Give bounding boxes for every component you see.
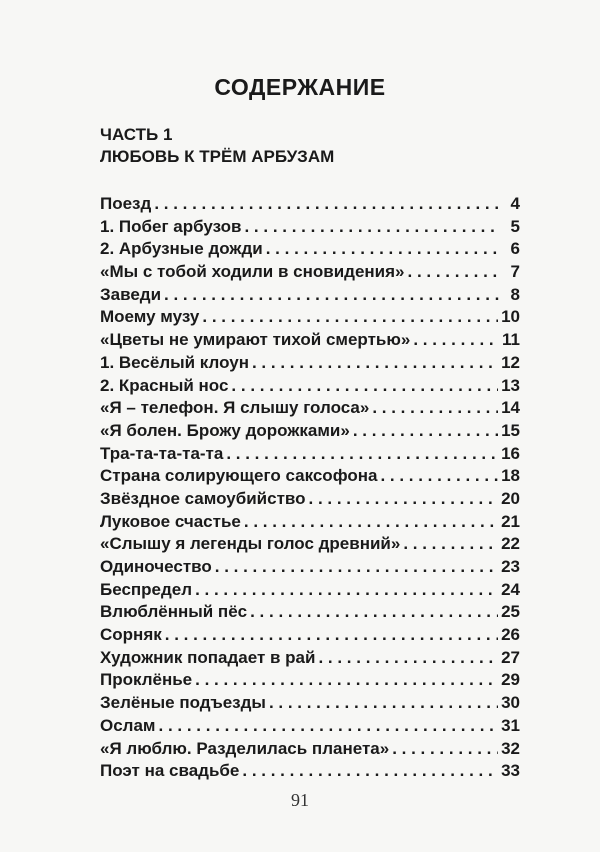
toc-entry-title: «Я болен. Брожу дорожками» [100, 420, 350, 440]
toc-entry-page: 25 [501, 602, 520, 622]
toc-entry-title: Поезд [100, 194, 152, 213]
toc-entry [100, 625, 520, 648]
toc-entry [100, 285, 520, 308]
toc-entry [100, 602, 520, 625]
dot-leader [269, 693, 498, 713]
part-header [100, 124, 334, 168]
toc-entry [100, 489, 520, 512]
dot-leader [244, 217, 499, 237]
toc-entry [100, 239, 520, 262]
toc-entry [100, 262, 520, 285]
dot-leader [252, 353, 498, 373]
toc-entry-title: Одиночество [100, 557, 212, 576]
toc-entry-page: 7 [510, 262, 520, 282]
toc-entry-title: Заведи [100, 284, 162, 304]
toc-entry [100, 648, 520, 671]
toc-entry-title: Проклёнье [100, 670, 193, 690]
toc-entry-title: «Слышу я легенды голос древний» [100, 534, 401, 554]
dot-leader [392, 739, 498, 759]
dot-leader [195, 670, 498, 690]
dot-leader [372, 398, 498, 418]
toc-entry-title: Беспредел [100, 579, 193, 599]
dot-leader [413, 330, 499, 350]
toc-entry-page: 15 [501, 420, 520, 440]
toc-entry-title: «Цветы не умирают тихой смертью» [100, 330, 411, 350]
dot-leader [380, 466, 498, 486]
toc-entry-page: 8 [510, 284, 520, 304]
toc-list [100, 194, 520, 784]
toc-entry-page: 6 [510, 239, 520, 259]
toc-entry-title: Моему музу [100, 307, 200, 327]
dot-leader [202, 307, 498, 327]
toc-entry-title: Тра-та-та-та-та [100, 443, 224, 463]
toc-entry-page: 11 [502, 330, 520, 350]
dot-leader [266, 239, 499, 259]
dot-leader [353, 421, 498, 441]
dot-leader [159, 716, 499, 736]
dot-leader [244, 512, 498, 532]
dot-leader [242, 761, 498, 781]
toc-entry [100, 421, 520, 444]
toc-entry [100, 444, 520, 467]
dot-leader [215, 557, 498, 577]
toc-entry [100, 693, 520, 716]
toc-entry-title: Звёздное самоубийство [100, 488, 306, 508]
toc-entry [100, 534, 520, 557]
toc-entry-page: 12 [501, 352, 520, 372]
dot-leader [154, 194, 499, 214]
dot-leader [226, 444, 498, 464]
toc-entry-page: 26 [501, 625, 520, 645]
dot-leader [408, 262, 499, 282]
toc-entry-page: 27 [501, 647, 520, 667]
toc-entry [100, 761, 520, 784]
toc-entry-page: 21 [501, 511, 520, 531]
toc-entry-page: 32 [501, 738, 520, 758]
toc-entry-title: 1. Побег арбузов [100, 216, 242, 236]
toc-entry-page: 31 [501, 715, 520, 735]
toc-entry-title: Влюблённый пёс [100, 602, 248, 622]
toc-entry [100, 670, 520, 693]
toc-entry [100, 557, 520, 580]
toc-entry-page: 10 [501, 307, 520, 327]
page-number: 91 [291, 790, 309, 810]
toc-entry-page: 4 [510, 194, 520, 213]
toc-entry [100, 739, 520, 762]
toc-entry-title: 2. Арбузные дожди [100, 239, 263, 259]
toc-entry [100, 376, 520, 399]
toc-entry-page: 33 [501, 761, 520, 781]
part-title: ЛЮБОВЬ К ТРЁМ АРБУЗАМ [100, 147, 335, 166]
toc-entry-title: Художник попадает в рай [100, 647, 316, 667]
toc-entry-title: Сорняк [100, 625, 162, 645]
toc-entry-title: Луковое счастье [100, 511, 241, 531]
toc-entry-page: 29 [501, 670, 520, 690]
toc-entry [100, 307, 520, 330]
dot-leader [318, 648, 498, 668]
toc-entry [100, 398, 520, 421]
toc-entry-page: 13 [501, 375, 520, 395]
toc-entry [100, 512, 520, 535]
toc-entry [100, 330, 520, 353]
dot-leader [231, 376, 498, 396]
toc-entry [100, 353, 520, 376]
dot-leader [309, 489, 499, 509]
toc-entry-title: «Мы с тобой ходили в сновидения» [100, 262, 405, 282]
dot-leader [165, 625, 498, 645]
toc-entry-page: 22 [501, 534, 520, 554]
toc-entry-title: 1. Весёлый клоун [100, 352, 249, 372]
toc-entry [100, 217, 520, 240]
toc-entry-title: «Я – телефон. Я слышу голоса» [100, 398, 370, 418]
dot-leader [195, 580, 498, 600]
toc-entry-page: 14 [501, 398, 520, 418]
toc-entry-title: 2. Красный нос [100, 375, 229, 395]
toc-entry-title: «Я люблю. Разделилась планета» [100, 738, 390, 758]
toc-entry [100, 580, 520, 603]
dot-leader [164, 285, 499, 305]
toc-entry-page: 24 [501, 579, 520, 599]
toc-entry-page: 18 [501, 466, 520, 486]
toc-entry-page: 20 [501, 488, 520, 508]
part-label: ЧАСТЬ 1 [100, 125, 173, 144]
toc-entry-page: 23 [501, 557, 520, 576]
toc-entry [100, 466, 520, 489]
dot-leader [250, 602, 498, 622]
toc-entry-title: Поэт на свадьбе [100, 761, 240, 781]
toc-entry [100, 716, 520, 739]
toc-entry-page: 30 [501, 693, 520, 713]
toc-entry-page: 5 [510, 216, 520, 236]
toc-entry [100, 194, 520, 217]
toc-heading: СОДЕРЖАНИЕ [214, 74, 386, 100]
toc-entry-title: Страна солирующего саксофона [100, 466, 378, 486]
dot-leader [403, 534, 498, 554]
toc-entry-title: Ослам [100, 715, 156, 735]
toc-entry-title: Зелёные подъезды [100, 693, 266, 713]
toc-entry-page: 16 [501, 443, 520, 463]
